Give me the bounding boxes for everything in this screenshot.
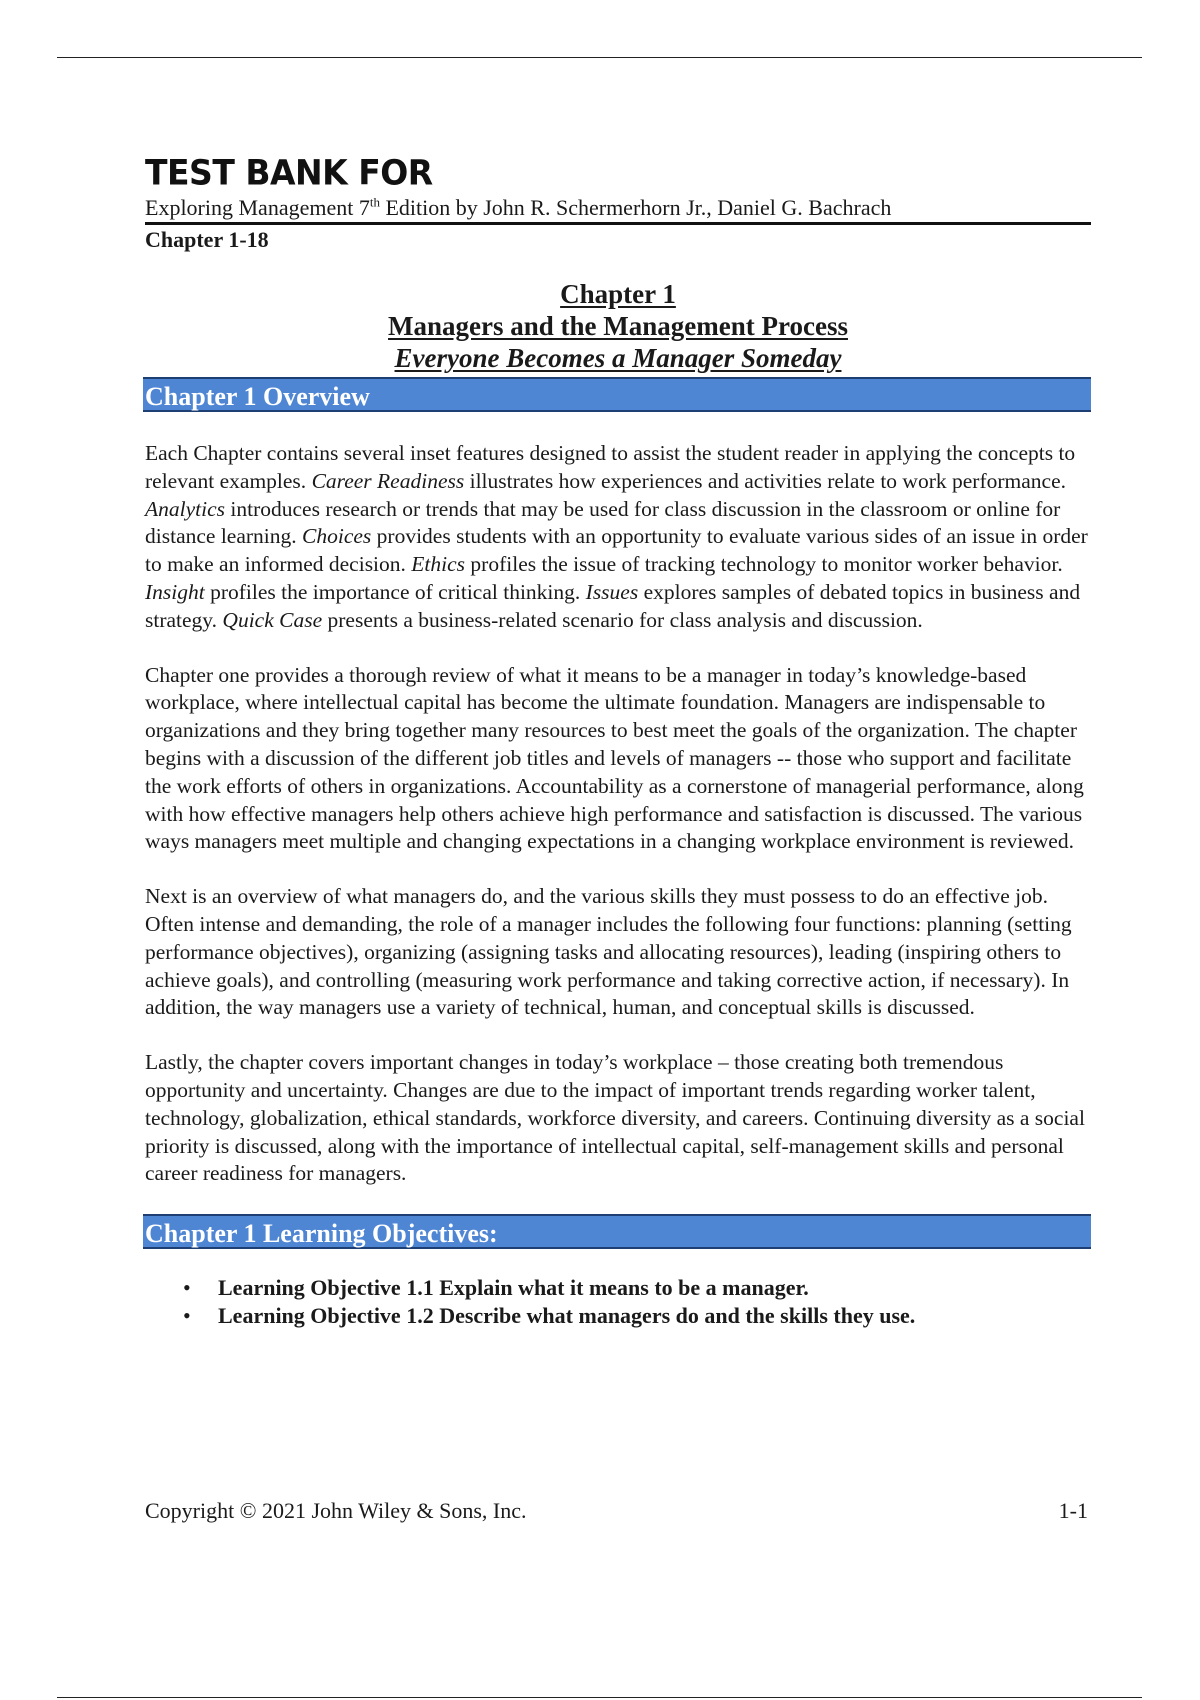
p1-text: introduces research or trends that may be used for class discussion in the classroom or online for distance learning. (145, 496, 1061, 549)
top-page-rule (57, 57, 1142, 58)
test-bank-title: TEST BANK FOR (145, 151, 433, 193)
p1-text: provides students with an opportunity to evaluate various sides of an issue in order to make an informed decision. (145, 524, 1088, 577)
chapter-subtitle: Everyone Becomes a Manager Someday (394, 343, 842, 373)
page-number: 1-1 (1058, 1498, 1088, 1523)
p1-feature-quick-case: Quick Case (222, 607, 323, 632)
overview-paragraph-2: Chapter one provides a thorough review of what it means to be a manager in today’s knowledge-based workplace, where intellectual capital has become the ultimate foundation. Managers are indispensable to organizations and they bring together many resources to best meet the goals of the organization. The chapter begins with a discussion of the different job titles and levels of managers -- those who support and facilitate the work efforts of others in organizations. Accountability as a cornerstone of managerial performance, along with how effective managers help others achieve high performance and satisfaction is discussed. The various ways managers meet multiple and changing expectations in a changing workplace environment is reviewed. (145, 662, 1084, 854)
bullet-icon: • (183, 1303, 191, 1329)
objective-text: Learning Objective 1.2 Describe what managers do and the skills they use. (218, 1303, 916, 1329)
bottom-page-rule (57, 1697, 1142, 1698)
overview-paragraph-1 (145, 440, 1091, 635)
document-content (145, 151, 1091, 1330)
bullet-icon: • (183, 1275, 191, 1301)
p1-feature-analytics: Analytics (145, 496, 226, 521)
p1-feature-insight: Insight (145, 579, 205, 604)
p1-text: profiles the importance of critical thinking. (204, 579, 586, 604)
learning-objectives-list (145, 1274, 1091, 1330)
book-title-prefix: Exploring Management 7 (145, 195, 370, 220)
overview-paragraph-4: Lastly, the chapter covers important changes in today’s workplace – those creating both tremendous opportunity and uncertainty. Changes are due to the impact of important trends regarding worker talent, technology, globalization, ethical standards, workforce diversity, and careers. Continuing diversity as a social priority is discussed, along with the importance of intellectual capital, self-management skills and personal career readiness for managers. (145, 1050, 1085, 1186)
chapter-title: Managers and the Management Process (388, 311, 848, 341)
learning-objectives-heading: Chapter 1 Learning Objectives: (143, 1214, 1091, 1249)
objective-text: Learning Objective 1.1 Explain what it means to be a manager. (218, 1275, 809, 1301)
overview-section-heading: Chapter 1 Overview (143, 377, 1091, 412)
chapter-heading-block (145, 278, 1091, 374)
p1-text: presents a business-related scenario for class analysis and discussion. (322, 607, 923, 632)
book-title-suffix: Edition by John R. Schermerhorn Jr., Daniel G. Bachrach (379, 195, 892, 220)
edition-superscript: th (369, 194, 380, 210)
chapter-number: Chapter 1 (560, 279, 676, 309)
p1-feature-ethics: Ethics (411, 552, 466, 577)
p1-feature-career-readiness: Career Readiness (311, 468, 465, 493)
list-item (145, 1274, 1091, 1302)
book-info-line (145, 194, 1091, 225)
page-footer (145, 1500, 1088, 1522)
overview-paragraph-3: Next is an overview of what managers do, and the various skills they must possess to do an effective job. Often intense and demanding, the role of a manager includes the following four functions: planning (setting performance objectives), organizing (assigning tasks and allocating resources), leading (inspiring others to achieve goals), and controlling (measuring work performance and taking corrective action, if necessary). In addition, the way managers use a variety of technical, human, and conceptual skills is discussed. (145, 884, 1072, 1020)
list-item (145, 1302, 1091, 1330)
p1-feature-choices: Choices (302, 524, 372, 549)
p1-text: profiles the issue of tracking technology to monitor worker behavior. (465, 552, 1063, 577)
p1-text: Each Chapter contains several inset features designed to assist the student reader in applying the concepts to relevant examples. (145, 441, 1076, 493)
chapter-range: Chapter 1-18 (145, 227, 269, 252)
p1-text: explores samples of debated topics in business and strategy. (145, 579, 1081, 632)
p1-feature-issues: Issues (585, 579, 639, 604)
copyright-notice: Copyright © 2021 John Wiley & Sons, Inc. (145, 1498, 527, 1523)
p1-text: illustrates how experiences and activities relate to work performance. (464, 468, 1066, 493)
